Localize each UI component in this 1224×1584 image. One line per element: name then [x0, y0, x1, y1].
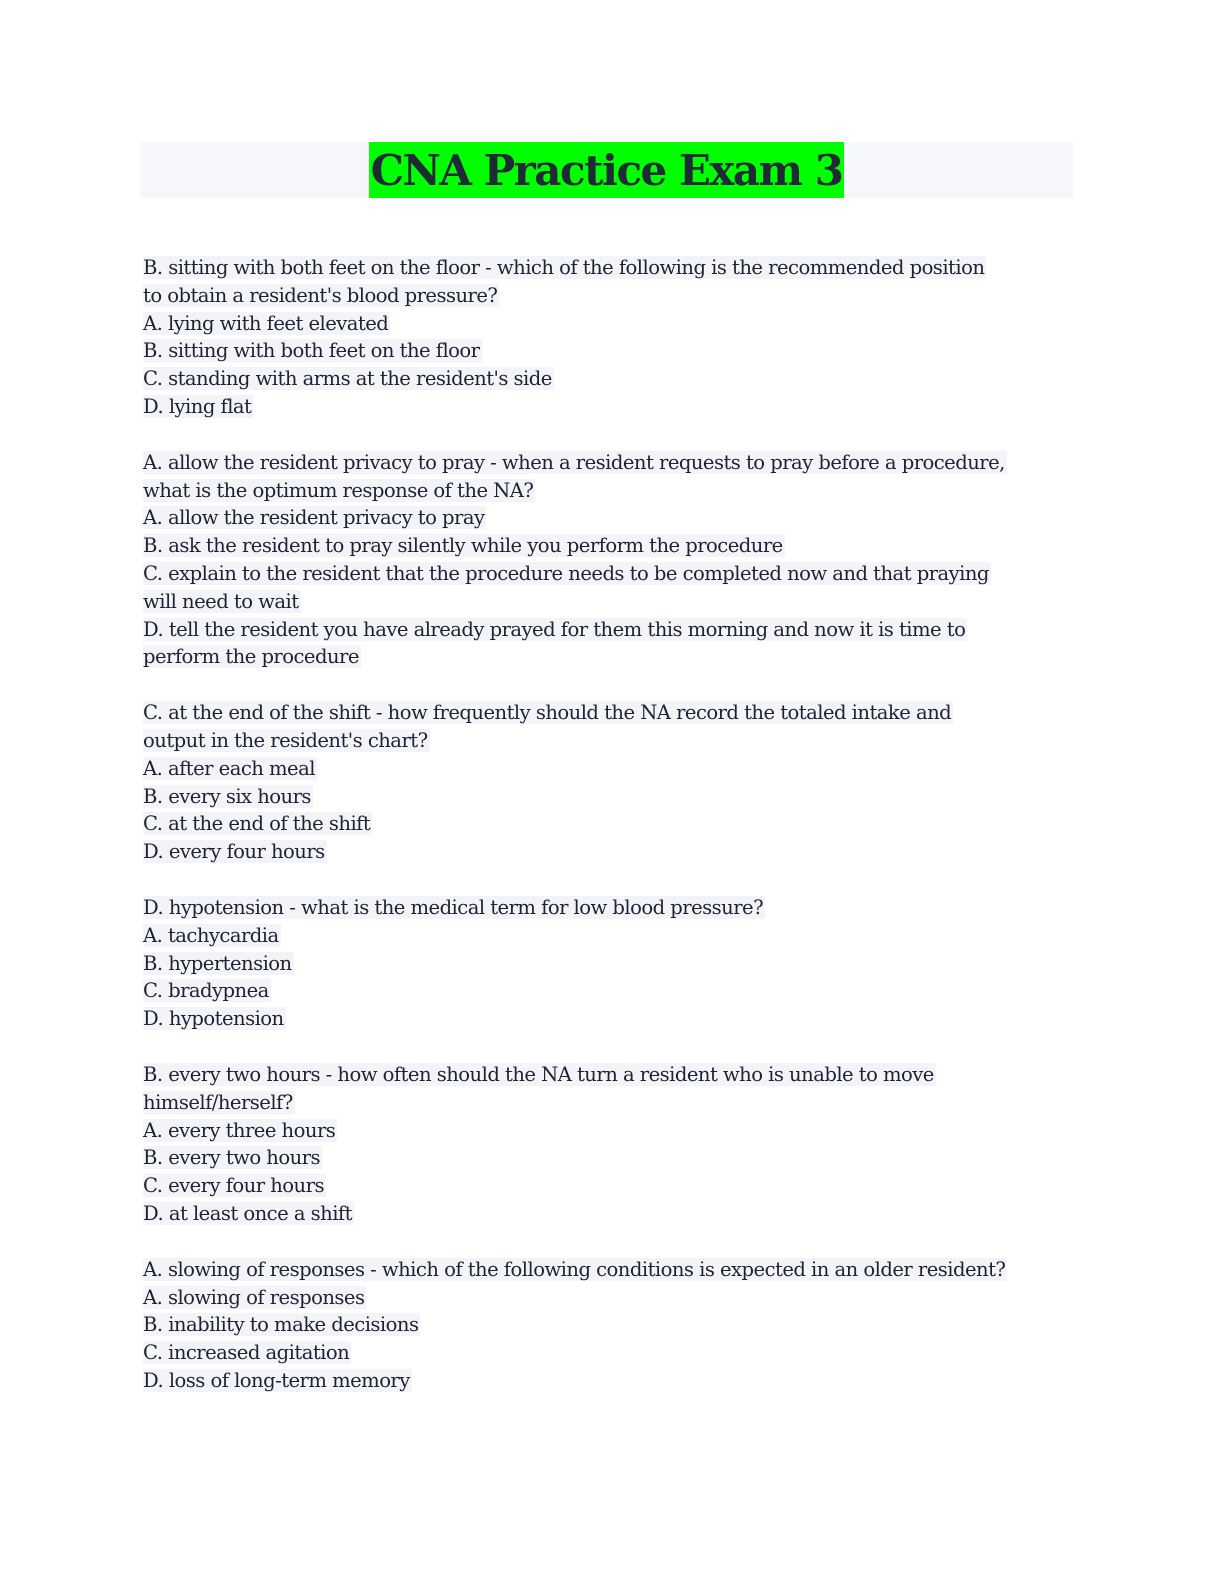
question-line: A. slowing of responses - which of the following conditions is expected in an older resident? — [143, 1257, 1006, 1281]
question-line: B. sitting with both feet on the floor - which of the following is the recommended position — [143, 256, 985, 279]
answer-option: C. every four hours — [143, 1174, 324, 1198]
answer-option: perform the procedure — [143, 645, 359, 669]
answer-option: D. at least once a shift — [143, 1201, 352, 1225]
question-line: what is the optimum response of the NA? — [143, 478, 534, 502]
answer-option: B. every six hours — [143, 784, 311, 808]
title-banner — [140, 142, 1073, 198]
answer-option: D. lying flat — [143, 394, 252, 418]
answer-option: C. explain to the resident that the procedure needs to be completed now and that praying — [143, 561, 989, 585]
question-block — [143, 894, 1078, 1033]
question-block — [143, 1061, 1078, 1228]
answer-option: A. slowing of responses — [143, 1285, 365, 1309]
question-line: himself/herself? — [143, 1090, 293, 1114]
answer-option: A. allow the resident privacy to pray — [143, 506, 485, 530]
answer-option: C. standing with arms at the resident's side — [143, 367, 552, 391]
question-block — [143, 449, 1078, 671]
answer-option: D. every four hours — [143, 840, 325, 864]
answer-option: C. increased agitation — [143, 1341, 350, 1365]
question-line: B. every two hours - how often should the NA turn a resident who is unable to move — [143, 1062, 934, 1086]
answer-option: C. at the end of the shift — [143, 812, 371, 836]
question-block — [143, 254, 1078, 421]
question-line: C. at the end of the shift - how frequently should the NA record the totaled intake and — [143, 701, 952, 725]
answer-option: will need to wait — [143, 589, 299, 613]
document-body — [143, 254, 1078, 1423]
answer-option: D. loss of long-term memory — [143, 1368, 410, 1392]
question-block — [143, 699, 1078, 866]
question-block — [143, 1256, 1078, 1395]
answer-option: B. hypertension — [143, 951, 292, 975]
answer-option: D. hypotension — [143, 1007, 284, 1031]
question-line: to obtain a resident's blood pressure? — [143, 283, 498, 307]
answer-option: A. tachycardia — [143, 923, 279, 947]
answer-option: C. bradypnea — [143, 979, 269, 1003]
answer-option: D. tell the resident you have already prayed for them this morning and now it is time to — [143, 617, 966, 641]
page-title: CNA Practice Exam 3 — [369, 142, 845, 198]
answer-option: A. lying with feet elevated — [143, 311, 389, 335]
answer-option: B. ask the resident to pray silently while you perform the procedure — [143, 534, 783, 558]
question-line: output in the resident's chart? — [143, 728, 428, 752]
answer-option: B. inability to make decisions — [143, 1313, 419, 1337]
answer-option: B. sitting with both feet on the floor — [143, 339, 480, 363]
answer-option: B. every two hours — [143, 1146, 321, 1170]
question-line: D. hypotension - what is the medical term for low blood pressure? — [143, 895, 764, 919]
answer-option: A. every three hours — [143, 1118, 336, 1142]
question-line: A. allow the resident privacy to pray - when a resident requests to pray before a procedure, — [143, 450, 1005, 474]
answer-option: A. after each meal — [143, 756, 315, 780]
